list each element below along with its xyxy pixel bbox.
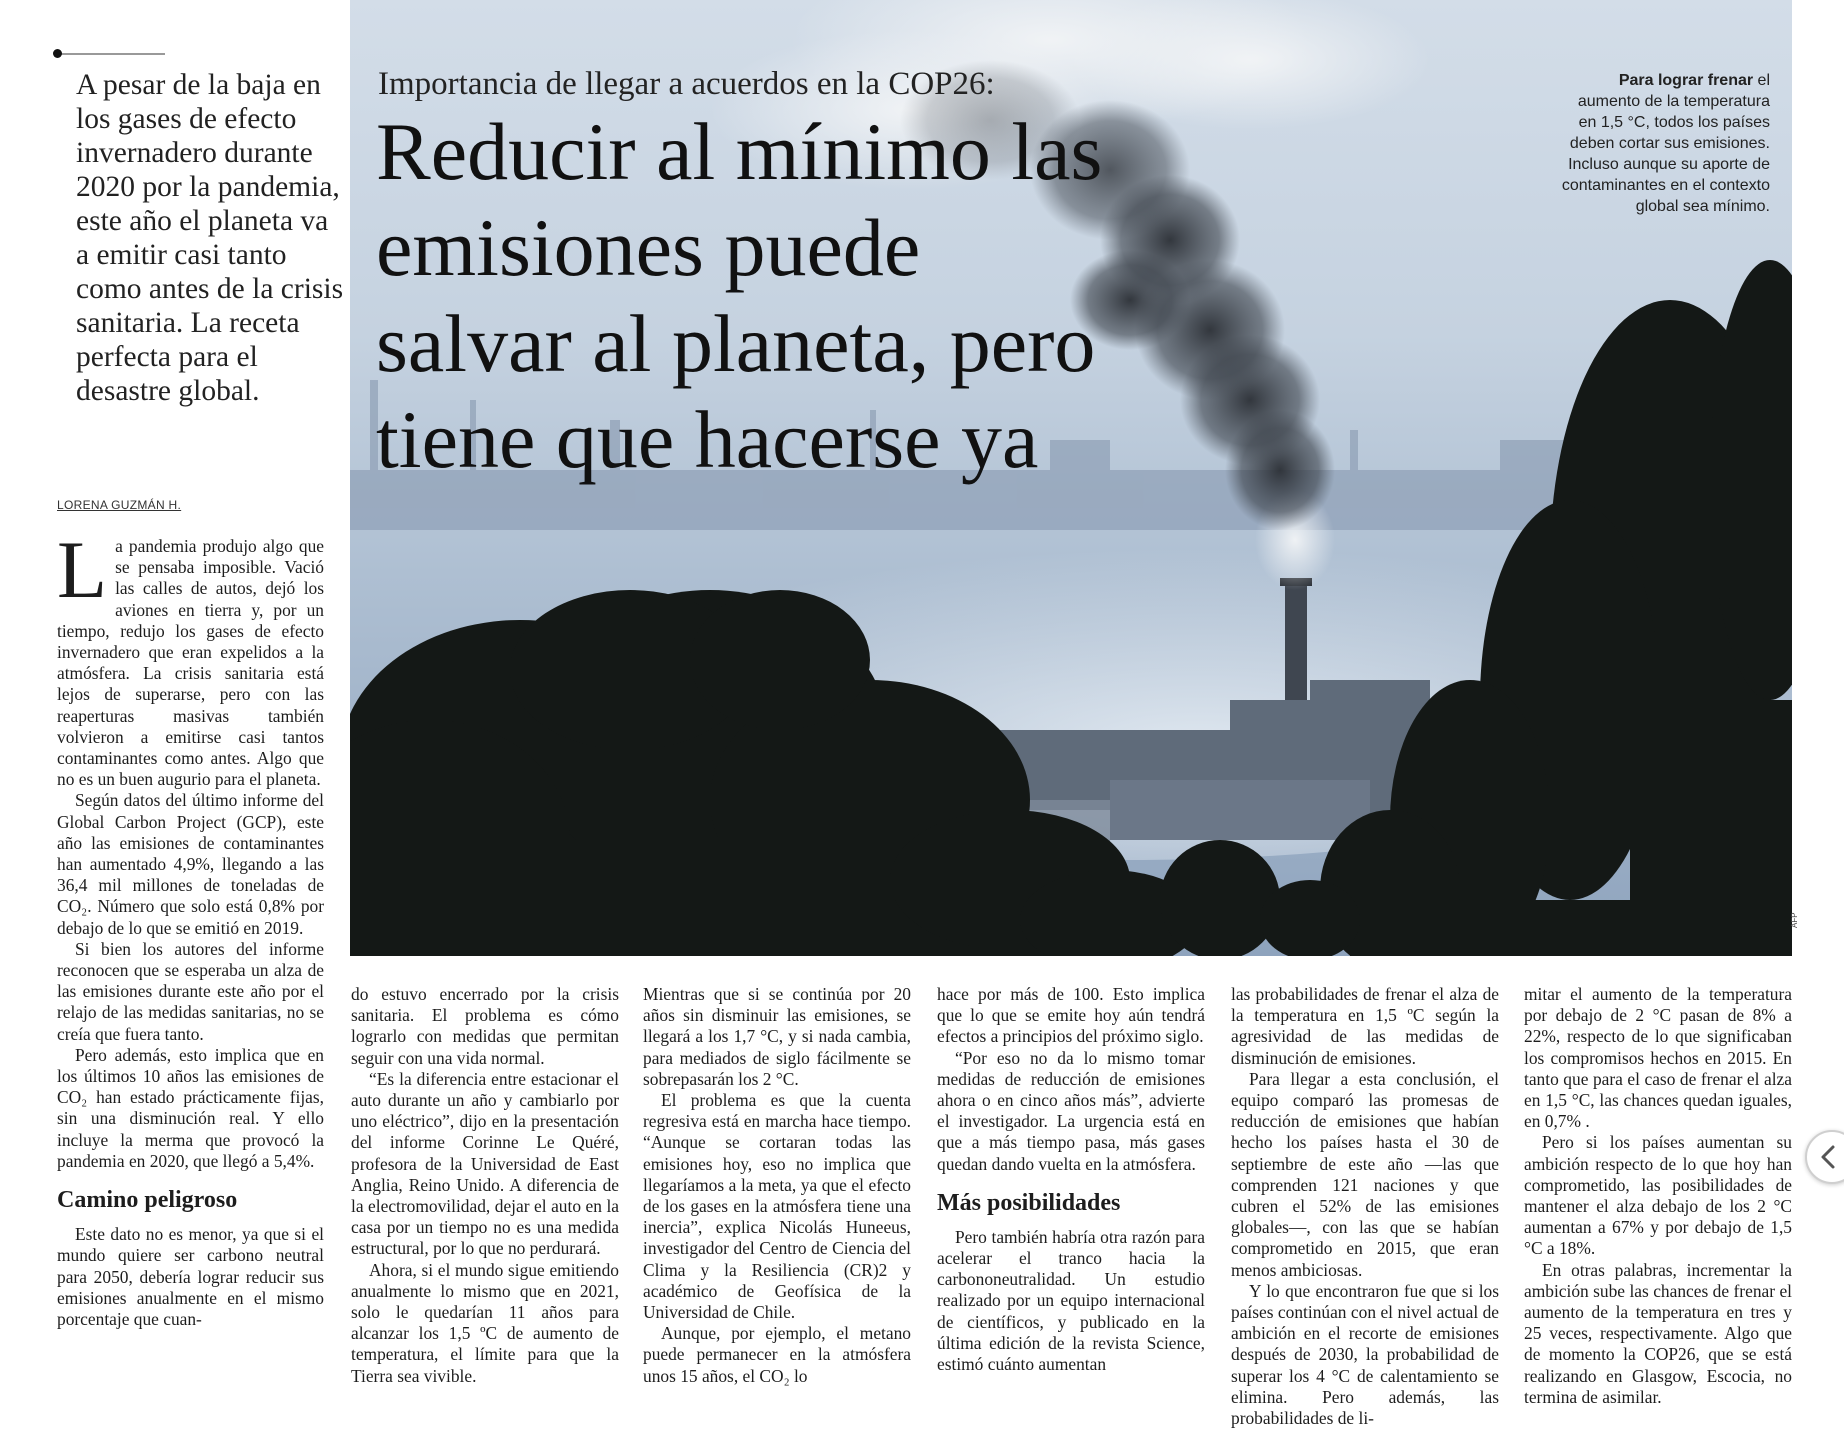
paragraph: Este dato no es menor, ya que si el mundo quiere ser carbono neutral para 2050, debería lograr reducir sus emisiones anualmente en el mismo porcentaje que cuan-: [57, 1224, 324, 1329]
paragraph: Aunque, por ejemplo, el metano puede permanecer en la atmósfera unos 15 años, el CO₂ lo: [643, 1323, 911, 1386]
body-column-5: [1231, 984, 1499, 1429]
paragraph: mitar el aumento de la temperatura por debajo de 2 °C pasan de 8% a 22%, respecto de lo que significaban los compromisos hechos en 2015. En tanto que para el caso de frenar el alza en 1,5 °C, las chances quedan iguales, en 0,7% .: [1524, 984, 1792, 1132]
paragraph: Pero además, esto implica que en los últimos 10 años las emisiones de CO₂ han estado prácticamente fijas, sin una disminución real. Y ello incluye la merma que provocó la pandemia en 2020, que llegó a 5,4%.: [57, 1044, 324, 1171]
byline: LORENA GUZMÁN H.: [57, 498, 182, 512]
paragraph: Según datos del último informe del Global Carbon Project (GCP), este año las emisiones de contaminantes han aumentado 4,9%, llegando a las 36,4 mil millones de toneladas de CO₂. Número que solo está 0,8% por debajo de lo que se emitió en 2019.: [57, 790, 324, 938]
previous-page-button[interactable]: [1805, 1130, 1844, 1184]
paragraph: Mientras que si se continúa por 20 años sin disminuir las emisiones, se llegará a los 1,7 °C, y si nada cambia, para mediados de siglo fácilmente se sobrepasarán los 2 °C.: [643, 984, 911, 1089]
paragraph: hace por más de 100. Esto implica que lo que se emite hoy aún tendrá efectos a principios del próximo siglo.: [937, 984, 1205, 1047]
paragraph: Pero también habría otra razón para acelerar el tranco hacia la carbononeutralidad. Un estudio realizado por un equipo internacional de científicos, y publicado en la última edición de la revista Science, estimó cuánto aumentan: [937, 1226, 1205, 1375]
lede-text: A pesar de la baja en los gases de efecto invernadero durante 2020 por la pandemia, este año el planeta va a emitir casi tanto como antes de la crisis sanitaria. La receta perfecta para el desastre global.: [76, 69, 344, 407]
paragraph: Pero si los países aumentan su ambición respecto de lo que hoy han comprometido, las posibilidades de mantener el alza debajo de los 2 °C aumentan a 67% y por debajo de 1,5 °C a 18%.: [1524, 1132, 1792, 1259]
paragraph: En otras palabras, incrementar la ambición sube las chances de frenar el aumento de la temperatura en tres y 25 veces, respectivamente. Algo que de momento la COP26, que se está realizando en Glasgow, Escocia, no termina de asimilar.: [1524, 1259, 1792, 1407]
bullet-rule: [57, 53, 165, 55]
paragraph: Y lo que encontraron fue que si los países continúan con el nivel actual de ambición en el recorte de emisiones después de 2030, la probabilidad de superar los 4 °C de calentamiento se elimina. Pero además, las probabilidades de li-: [1231, 1280, 1499, 1429]
paragraph: Ahora, si el mundo sigue emitiendo anualmente lo mismo que en 2021, solo le quedarían 11 años para alcanzar los 1,5 ºC de aumento de temperatura, el límite para que la Tierra sea vivible.: [351, 1259, 619, 1386]
paragraph: La pandemia produjo algo que se pensaba imposible. Vació las calles de autos, dejó los aviones en tierra y, por un tiempo, redujo los gases de efecto invernadero que eran expelidos a la atmósfera. La crisis sanitaria está lejos de superarse, pero con las reaperturas masivas también volvieron a emitirse casi tantos contaminantes como antes. Algo que no es un buen augurio para el planeta.: [57, 524, 324, 790]
body-column-6: [1524, 984, 1792, 1408]
paragraph: Si bien los autores del informe reconocen que se esperaba un alza de las emisiones durante este año por el relajo de las medidas sanitarias, no se creía que fuera tanto.: [57, 938, 324, 1044]
paragraph: do estuvo encerrado por la crisis sanitaria. El problema es cómo lograrlo con medidas que permitan seguir con una vida normal.: [351, 984, 619, 1068]
paragraph: las probabilidades de frenar el alza de la temperatura en 1,5 ºC según la agresividad de las medidas de disminución de emisiones.: [1231, 984, 1499, 1068]
body-column-1: [57, 524, 324, 1330]
sidenote-lead: Para lograr frenar: [1618, 72, 1754, 89]
body-column-3: [643, 984, 911, 1387]
body-column-4: [937, 984, 1205, 1375]
headline-kicker: Importancia de llegar a acuerdos en la COP26:: [378, 66, 995, 102]
photo-sidenote: [1560, 70, 1770, 217]
headline: Reducir al mínimo las emisiones puede salvar al planeta, pero tiene que hacerse ya: [376, 106, 1103, 485]
sidenote-text: el aumento de la temperatura en 1,5 °C, todos los países deben cortar sus emisiones. Incluso aunque su aporte de contaminantes en el contexto global sea mínimo.: [1561, 72, 1770, 215]
paragraph: El problema es que la cuenta regresiva está en marcha hace tiempo. “Aunque se cortaran todas las emisiones hoy, eso no implica que llegaríamos a la meta, ya que el efecto de los gases en la atmósfera tiene una inercia”, explica Nicolás Huneeus, investigador del Centro de Ciencia del Clima y la Resiliencia (CR)2 y académico de Geofísica de la Universidad de Chile.: [643, 1090, 911, 1323]
paragraph: Para llegar a esta conclusión, el equipo comparó las promesas de reducción de emisiones que habían hecho los países hasta el 30 de septiembre de este año —las que comprenden 121 naciones y que cubren el 52% de las emisiones globales—, con las que se habían comprometido en 2015, que eran menos ambiciosas.: [1231, 1068, 1499, 1280]
paragraph: “Es la diferencia entre estacionar el auto durante un año y cambiarlo por uno eléctrico”, dijo en la presentación del informe Corinne Le Quéré, profesora de la Universidad de East Anglia, Reino Unido. A diferencia de la electromovilidad, dejar el auto en la casa por un tiempo no es una medida estructural, por lo que no perdurará.: [351, 1068, 619, 1259]
subheading: Camino peligroso: [57, 1187, 238, 1214]
paragraph: “Por eso no da lo mismo tomar medidas de reducción de emisiones ahora o en cinco años más”, advierte el investigador. La urgencia está en que a más tiempo pasa, más gases quedan dando vuelta en la atmósfera.: [937, 1047, 1205, 1174]
subheading: Más posibilidades: [937, 1189, 1121, 1216]
chevron-left-icon: [1817, 1144, 1839, 1170]
photo-credit: AFP: [1790, 912, 1799, 928]
drop-cap: L: [57, 524, 108, 615]
body-column-2: [351, 984, 619, 1387]
